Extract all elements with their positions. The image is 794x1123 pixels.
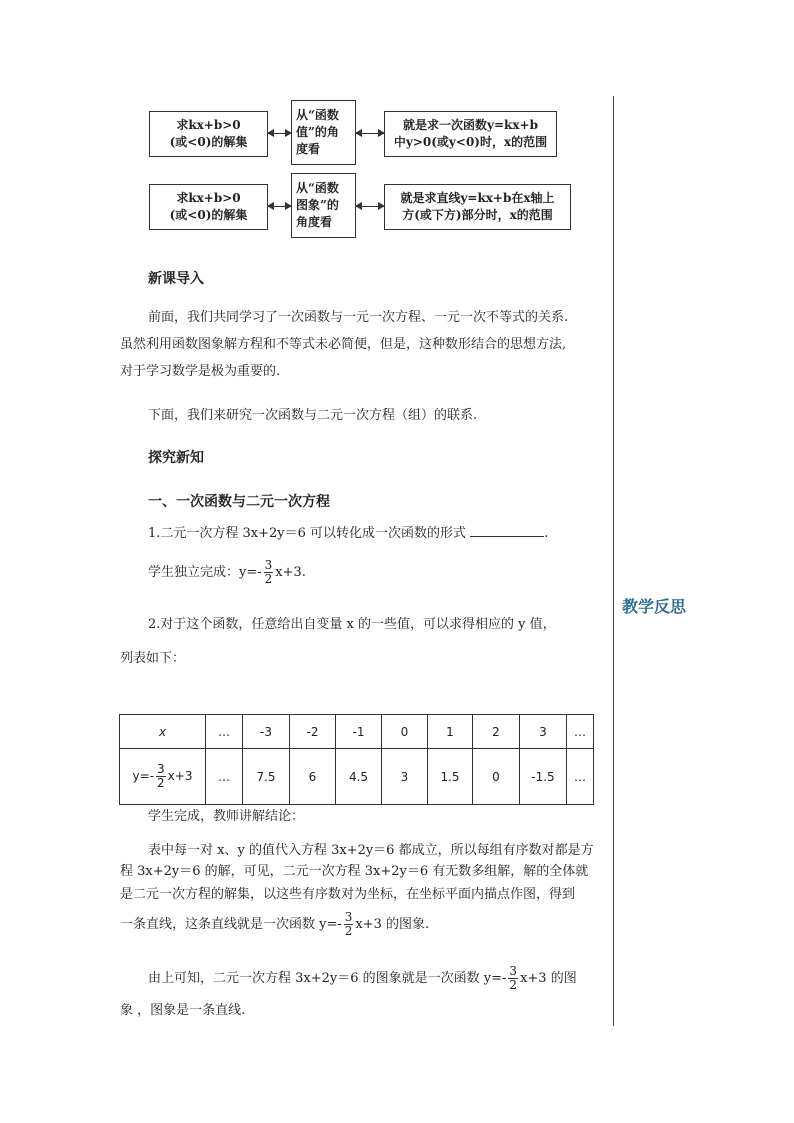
- paragraph-line: [120, 908, 429, 942]
- table-cell: -1.5: [520, 749, 567, 805]
- sidebar-label: 教学反思: [622, 597, 687, 616]
- text: 中y>0(或y<0)时，x的范围: [393, 135, 548, 149]
- text: (或<0)的解集: [169, 135, 248, 149]
- table-cell: -3: [243, 715, 290, 749]
- paragraph-line: 象 ，图象是一条直线.: [120, 1003, 246, 1018]
- table-cell: [120, 749, 206, 805]
- table-cell: …: [206, 715, 243, 749]
- section-heading: 探究新知: [148, 450, 204, 466]
- table-cell: 7.5: [243, 749, 290, 805]
- text: 图象”的: [296, 198, 339, 212]
- diagram-row2-left: [149, 184, 268, 230]
- section-heading: 新课导入: [148, 271, 204, 287]
- fraction-numerator: 3: [509, 964, 518, 978]
- table-cell: 1: [428, 715, 473, 749]
- column-divider: [613, 96, 614, 1026]
- paragraph-line: 下面，我们来研究一次函数与二元一次方程（组）的联系.: [148, 408, 478, 423]
- double-arrow-icon: [356, 133, 384, 134]
- diagram-row2-middle: [291, 173, 356, 238]
- table-row: [120, 715, 594, 749]
- text: 由上可知，二元一次方程 3x+2y＝6 的图象就是一次函数 y=-: [148, 971, 507, 986]
- paragraph-line: 前面，我们共同学习了一次函数与一元一次方程、一元一次不等式的关系.: [148, 310, 569, 325]
- values-table: [119, 714, 594, 805]
- text: 方(或下方)部分时，x的范围: [402, 208, 553, 222]
- paragraph-line: 是二元一次方程的解集，以这些有序数对为坐标，在坐标平面内描点作图，得到: [120, 887, 576, 902]
- text: 度看: [296, 142, 321, 156]
- table-cell: 6: [290, 749, 336, 805]
- text: 求kx+b>0: [176, 191, 241, 205]
- table-cell: 0: [473, 749, 520, 805]
- text: 值”的角: [296, 125, 339, 139]
- diagram-row2-right: [384, 184, 571, 230]
- double-arrow-icon: [268, 133, 291, 134]
- question-1: [148, 521, 548, 547]
- text: 一条直线，这条直线就是一次函数 y=-: [120, 917, 342, 932]
- text: 从“函数: [296, 181, 339, 195]
- double-arrow-icon: [268, 206, 291, 207]
- diagram-row1-middle: [291, 100, 356, 165]
- table-cell: [120, 715, 206, 749]
- table-cell: 1.5: [428, 749, 473, 805]
- fraction: [508, 965, 518, 992]
- text: 就是求一次函数y=kx+b: [403, 118, 538, 132]
- table-cell: -1: [336, 715, 382, 749]
- question-text: 1.二元一次方程 3x+2y＝6 可以转化成一次函数的形式: [148, 526, 467, 541]
- text: x+3 的图象.: [355, 917, 430, 932]
- table-cell: -2: [290, 715, 336, 749]
- table-cell: 3: [382, 749, 428, 805]
- paragraph-line: 学生完成，教师讲解结论：: [148, 809, 305, 824]
- text: x+3 的图: [520, 971, 577, 986]
- text: 求kx+b>0: [176, 118, 241, 132]
- answer-blank: [470, 523, 544, 537]
- paragraph-line: 虽然利用函数图象解方程和不等式未必简便，但是，这种数形结合的思想方法,: [120, 337, 567, 352]
- fraction: [156, 763, 166, 790]
- table-cell: 4.5: [336, 749, 382, 805]
- cell-text: x: [158, 724, 167, 739]
- double-arrow-icon: [356, 206, 384, 207]
- cell-text: y=-: [132, 769, 155, 783]
- table-cell: …: [206, 749, 243, 805]
- text: 从“函数: [296, 108, 339, 122]
- paragraph-line: 列表如下：: [120, 651, 186, 666]
- fraction: [344, 911, 354, 938]
- fraction-denominator: 2: [157, 776, 165, 790]
- period: .: [544, 526, 549, 541]
- paragraph-line: 表中每一对 x、y 的值代入方程 3x+2y＝6 都成立，所以每组有序数对都是方: [148, 843, 594, 858]
- table-cell: …: [567, 715, 594, 749]
- answer-suffix: x+3.: [275, 565, 306, 580]
- text: (或<0)的解集: [169, 208, 248, 222]
- text: 角度看: [296, 215, 333, 229]
- fraction-denominator: 2: [509, 978, 518, 992]
- paragraph-line: 2.对于这个函数，任意给出自变量 x 的一些值，可以求得相应的 y 值，: [148, 617, 556, 632]
- sub-heading: 一、一次函数与二元一次方程: [148, 494, 330, 510]
- text: 就是求直线y=kx+b在x轴上: [400, 191, 555, 205]
- fraction-denominator: 2: [344, 924, 353, 938]
- table-cell: 0: [382, 715, 428, 749]
- diagram-row1-left: [149, 111, 268, 157]
- fraction-numerator: 3: [264, 558, 273, 572]
- question-1-answer: [148, 556, 306, 590]
- fraction: [264, 559, 274, 586]
- fraction-denominator: 2: [264, 572, 273, 586]
- fraction-numerator: 3: [344, 910, 353, 924]
- answer-prefix: 学生独立完成：y=-: [148, 565, 262, 580]
- table-cell: …: [567, 749, 594, 805]
- cell-text: x+3: [167, 769, 193, 783]
- table-row: [120, 749, 594, 805]
- table-cell: 3: [520, 715, 567, 749]
- paragraph-line: 程 3x+2y＝6 的解，可见，二元一次方程 3x+2y＝6 有无数多组解，解的全体就: [120, 864, 589, 879]
- fraction-numerator: 3: [157, 762, 165, 776]
- diagram-row1-right: [384, 111, 557, 157]
- table-cell: 2: [473, 715, 520, 749]
- paragraph-line: 对于学习数学是极为重要的.: [120, 364, 281, 379]
- paragraph-line: [148, 962, 577, 996]
